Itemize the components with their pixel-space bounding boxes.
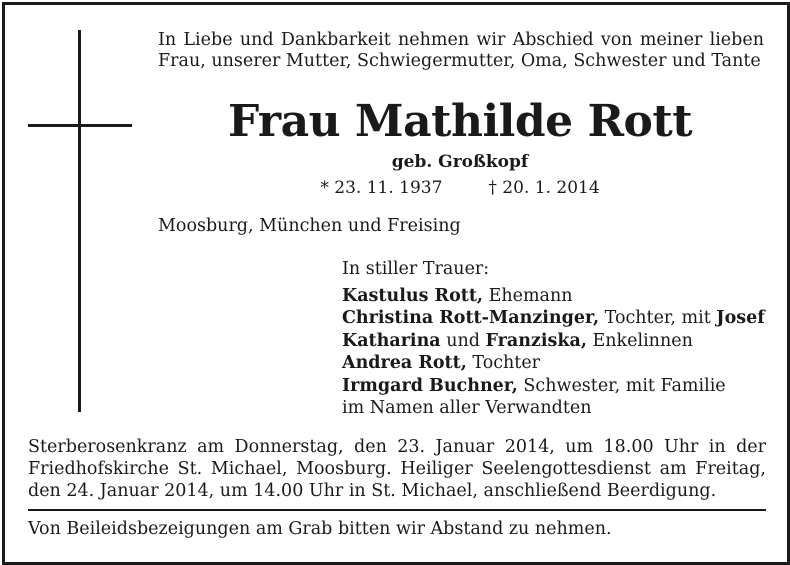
death-date: † 20. 1. 2014 <box>488 178 600 198</box>
cross-icon-vertical <box>78 30 81 412</box>
life-dates <box>140 178 780 198</box>
cross-icon-horizontal <box>28 124 132 127</box>
intro-text: In Liebe und Dankbarkeit nehmen wir Abschied von meiner lieben Frau, unserer Mutter, Schwiegermutter, Oma, Schwester und Tante <box>158 30 764 71</box>
mourners-block <box>342 258 772 420</box>
mourner-line: Kastulus Rott, Ehemann <box>342 285 573 306</box>
maiden-name: geb. Großkopf <box>391 152 529 172</box>
mourner-line: im Namen aller Verwandten <box>342 398 592 418</box>
mourning-heading: In stiller Trauer: <box>342 259 490 279</box>
divider <box>28 509 766 511</box>
deceased-name: Frau Mathilde Rott <box>227 96 693 147</box>
footer-note: Von Beileidsbezeigungen am Grab bitten wir Abstand zu nehmen. <box>28 519 612 539</box>
service-notice: Sterberosenkranz am Donnerstag, den 23. Januar 2014, um 18.00 Uhr in der Friedhofskirche St. Michael, Moosburg. Heiliger Seelengottesdienst am Freitag, den 24. Januar 2014, um 14.00 Uhr in St. Michael, anschließend Beerdigung. <box>28 437 766 501</box>
birth-date: * 23. 11. 1937 <box>320 178 443 198</box>
mourner-line: Irmgard Buchner, Schwester, mit Familie <box>342 375 726 396</box>
places-line: Moosburg, München und Freising <box>158 216 461 236</box>
mourner-line: Christina Rott-Manzinger, Tochter, mit Josef <box>342 308 765 328</box>
mourner-line: Katharina und Franziska, Enkelinnen <box>342 330 693 351</box>
mourner-line: Andrea Rott, Tochter <box>342 353 541 373</box>
